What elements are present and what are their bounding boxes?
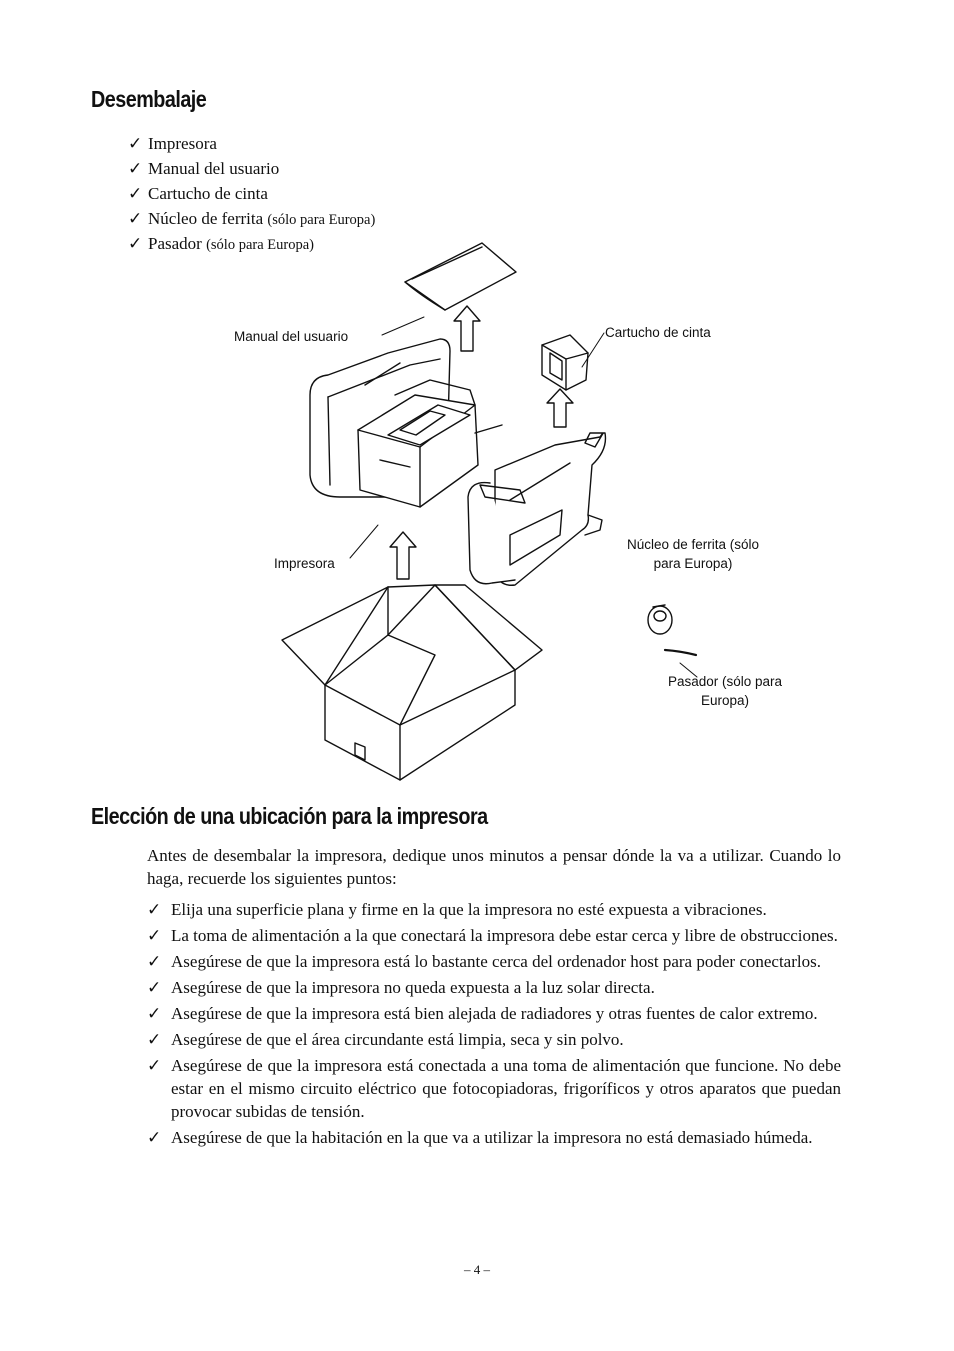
label-printer: Impresora bbox=[274, 556, 335, 571]
check-icon: ✓ bbox=[128, 159, 143, 178]
list-item: ✓ Pasador (sólo para Europa) bbox=[128, 234, 314, 253]
check-icon: ✓ bbox=[128, 184, 143, 203]
up-arrow-icon bbox=[547, 389, 573, 427]
check-icon: ✓ bbox=[147, 900, 162, 919]
list-item: ✓ Asegúrese de que la impresora está conectada a una toma de alimentación que funcione. No debe estar en el mismo circuito eléctrico que fotocopiadoras, frigoríficos y otros aparatos que puedan provocar subidas de tensión. bbox=[147, 1056, 841, 1121]
list-item: ✓ Asegúrese de que la impresora está bien alejada de radiadores y otras fuentes de calor extremo. bbox=[147, 1004, 818, 1023]
list-item: ✓ Elija una superficie plana y firme en la que la impresora no esté expuesta a vibraciones. bbox=[147, 900, 767, 919]
location-tips-list bbox=[147, 898, 841, 1152]
section-title-unpacking: Desembalaje bbox=[91, 86, 207, 112]
up-arrow-icon bbox=[454, 306, 480, 351]
check-icon: ✓ bbox=[147, 952, 162, 971]
label-pin: Pasador (sólo para Europa) bbox=[667, 674, 783, 708]
section-title-location: Elección de una ubicación para la impresora bbox=[91, 803, 488, 829]
ribbon-cartridge-drawing bbox=[542, 335, 588, 390]
list-item: ✓ Asegúrese de que la impresora no queda expuesta a la luz solar directa. bbox=[147, 978, 655, 997]
label-ribbon-cartridge: Cartucho de cinta bbox=[605, 325, 711, 340]
list-item: ✓ Asegúrese de que la impresora está lo bastante cerca del ordenador host para poder conectarlos. bbox=[147, 952, 821, 971]
check-icon: ✓ bbox=[147, 1004, 162, 1023]
check-icon: ✓ bbox=[128, 234, 143, 253]
ferrite-core-drawing bbox=[648, 605, 672, 634]
check-icon: ✓ bbox=[147, 926, 162, 945]
label-ferrite-core: Núcleo de ferrita (sólo para Europa) bbox=[626, 537, 760, 571]
list-item: ✓ Impresora bbox=[128, 134, 217, 153]
intro-paragraph: Antes de desembalar la impresora, dedique unos minutos a pensar dónde la va a utilizar. Cuando lo haga, recuerde los siguientes puntos: bbox=[147, 846, 841, 888]
up-arrow-icon bbox=[390, 532, 416, 579]
label-manual: Manual del usuario bbox=[234, 329, 349, 344]
manual-drawing bbox=[405, 243, 516, 310]
check-icon: ✓ bbox=[147, 1056, 162, 1075]
list-item: ✓ Núcleo de ferrita (sólo para Europa) bbox=[128, 209, 376, 228]
list-item: ✓ Manual del usuario bbox=[128, 159, 280, 178]
check-icon: ✓ bbox=[147, 978, 162, 997]
right-foam-drawing bbox=[468, 433, 605, 585]
pin-drawing bbox=[665, 650, 696, 655]
list-item: ✓ Asegúrese de que la habitación en la que va a utilizar la impresora no está demasiado húmeda. bbox=[147, 1128, 813, 1147]
check-icon: ✓ bbox=[147, 1128, 162, 1147]
list-item: ✓ La toma de alimentación a la que conectará la impresora debe estar cerca y libre de obstrucciones. bbox=[147, 926, 838, 945]
page-number: – 4 – bbox=[464, 1262, 490, 1277]
box-drawing bbox=[282, 585, 542, 780]
check-icon: ✓ bbox=[128, 134, 143, 153]
check-icon: ✓ bbox=[128, 209, 143, 228]
list-item: ✓ Asegúrese de que el área circundante está limpia, seca y sin polvo. bbox=[147, 1030, 624, 1049]
check-icon: ✓ bbox=[147, 1030, 162, 1049]
list-item: ✓ Cartucho de cinta bbox=[128, 184, 268, 203]
